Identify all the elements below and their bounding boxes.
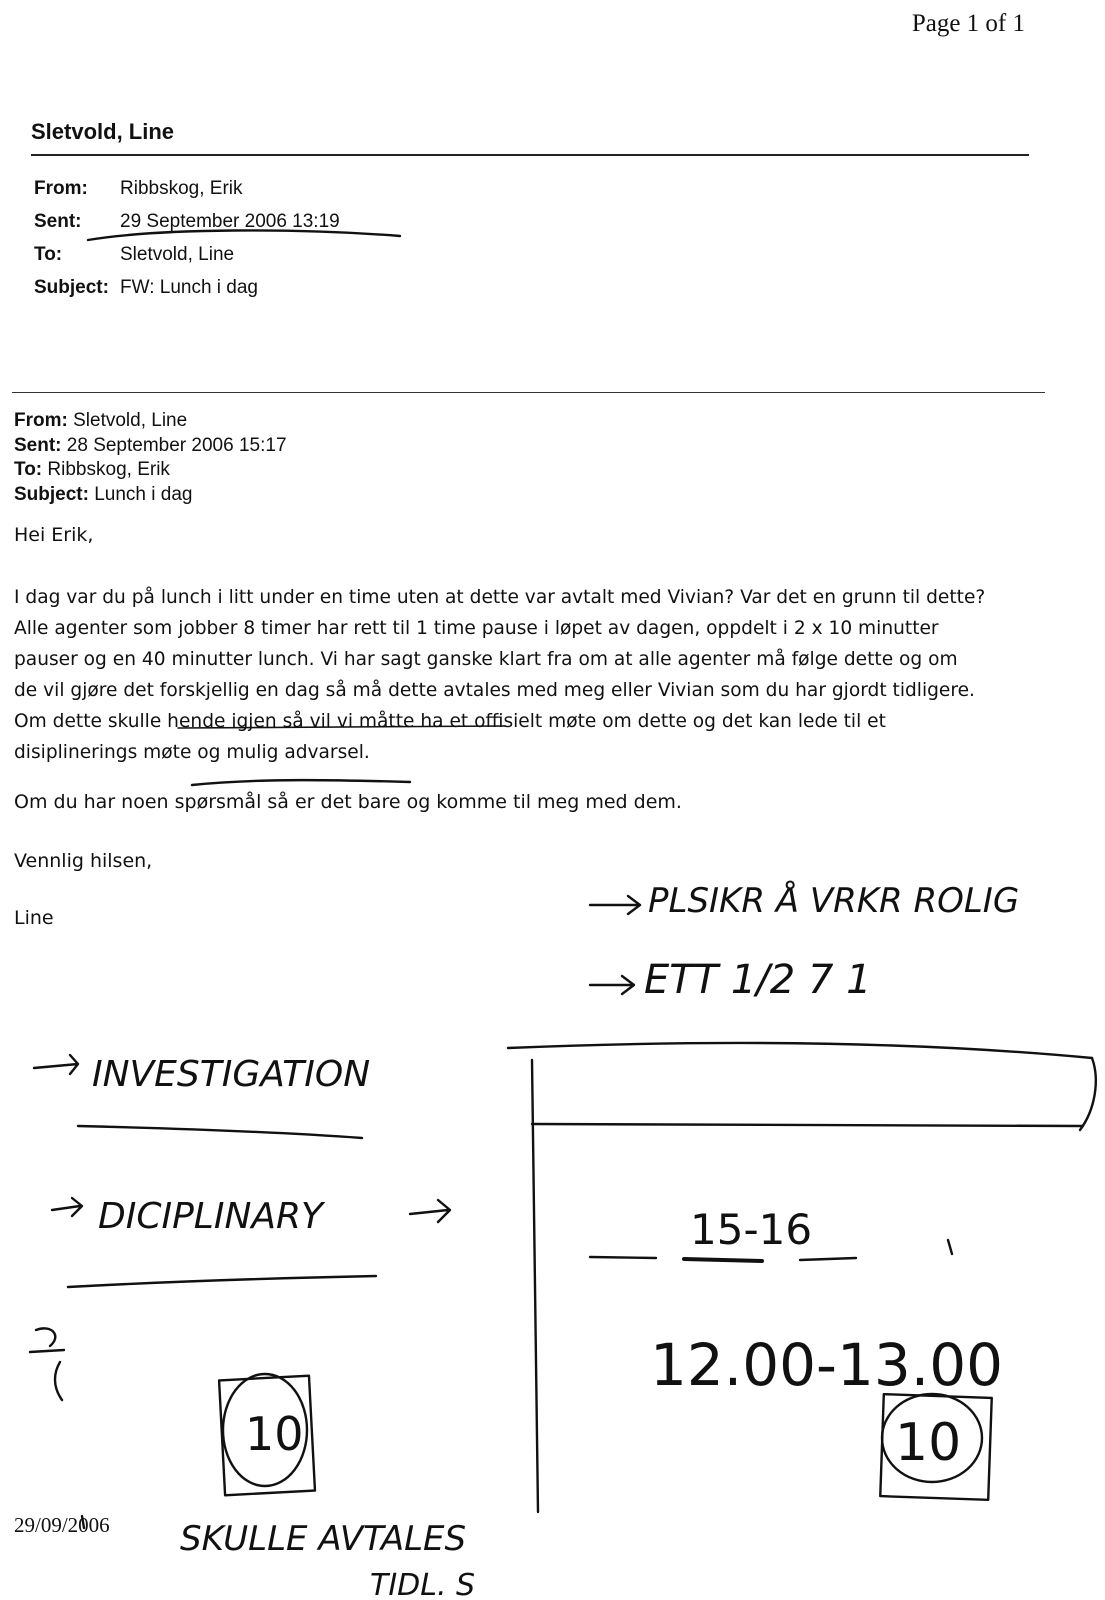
handwritten-time-range-1: 15-16 bbox=[690, 1205, 813, 1254]
paragraph-line: I dag var du på lunch i litt under en time uten at dette var avtalt med Vivian? Var det en grunn til dette? bbox=[14, 587, 986, 608]
note-underline bbox=[78, 1126, 362, 1138]
original-sent-label: Sent: bbox=[14, 434, 62, 456]
arrow-icon bbox=[34, 1055, 78, 1074]
small-tick bbox=[948, 1240, 952, 1254]
signature-line: Line bbox=[14, 907, 54, 929]
small-mark bbox=[30, 1328, 64, 1400]
original-from-label: From: bbox=[14, 410, 68, 431]
forward-sent-value: 29 September 2006 13:19 bbox=[120, 211, 340, 232]
forward-subject-label: Subject: bbox=[34, 277, 109, 298]
forward-subject-value: FW: Lunch i dag bbox=[120, 277, 259, 298]
original-to-value: Ribbskog, Erik bbox=[47, 459, 170, 480]
closing-line: Vennlig hilsen, bbox=[14, 850, 153, 872]
time-underline bbox=[684, 1259, 762, 1261]
handwritten-note-7: SKULLE AVTALES bbox=[180, 1519, 467, 1559]
handwritten-time-range-2: 12.00-13.00 bbox=[650, 1331, 1004, 1399]
original-subject-value: Lunch i dag bbox=[94, 483, 193, 505]
sent-date-underline bbox=[88, 230, 400, 240]
arrow-icon bbox=[590, 976, 634, 994]
badge-right-number: 10 bbox=[895, 1413, 962, 1473]
footer-date: 29/09/2006 bbox=[14, 1513, 110, 1537]
paragraph-line: Om dette skulle hende igjen så vil vi måtte ha et offisielt møte om dette og det kan lede til et bbox=[14, 711, 886, 732]
original-from-value: Sletvold, Line bbox=[73, 410, 188, 431]
advarsel-underline bbox=[192, 780, 410, 785]
original-to-label: To: bbox=[14, 459, 43, 480]
small-tick bbox=[82, 1516, 84, 1528]
forward-sent-label: Sent: bbox=[34, 211, 82, 232]
note-underline bbox=[68, 1276, 376, 1287]
paragraph-line: de vil gjøre det forskjellig en dag så må dette avtales med meg eller Vivian som du har gjordt tidligere. bbox=[14, 680, 975, 701]
dash-mark bbox=[800, 1258, 856, 1260]
arrow-icon bbox=[52, 1198, 82, 1216]
handwritten-note-1: PLSIKR Å VRKR ROLIG bbox=[648, 881, 1020, 921]
handwritten-note-3: INVESTIGATION bbox=[92, 1054, 371, 1095]
strikethrough-mark bbox=[178, 726, 505, 728]
mailbox-owner: Sletvold, Line bbox=[31, 119, 175, 144]
handwritten-note-4: DICIPLINARY bbox=[98, 1196, 324, 1237]
box-right-curve bbox=[1080, 1058, 1096, 1130]
handwritten-note-8: TIDL. S bbox=[370, 1568, 476, 1600]
paragraph-line: Alle agenter som jobber 8 timer har rett til 1 time pause i løpet av dagen, oppdelt i 2 x 10 minutter bbox=[14, 618, 939, 639]
paragraph-line: pauser og en 40 minutter lunch. Vi har sagt ganske klart fra om at alle agenter må følge dette og om bbox=[14, 649, 958, 670]
original-sent-value: 28 September 2006 15:17 bbox=[66, 434, 287, 456]
forward-to-label: To: bbox=[34, 244, 63, 265]
paragraph-line: disiplinerings møte og mulig advarsel. bbox=[14, 742, 370, 763]
dash-mark bbox=[590, 1257, 656, 1258]
page-number: Page 1 of 1 bbox=[911, 10, 1025, 37]
question-line: Om du har noen spørsmål så er det bare og komme til meg med dem. bbox=[14, 791, 682, 813]
original-subject-label: Subject: bbox=[14, 483, 89, 505]
forward-from-label: From: bbox=[34, 178, 88, 199]
greeting: Hei Erik, bbox=[14, 524, 94, 546]
box-top-line bbox=[508, 1043, 1092, 1058]
forward-to-value: Sletvold, Line bbox=[120, 244, 235, 265]
arrow-icon bbox=[410, 1200, 450, 1222]
arrow-icon bbox=[590, 896, 640, 914]
badge-left-number: 10 bbox=[245, 1407, 304, 1461]
box-middle-line bbox=[532, 1124, 1082, 1126]
handwritten-note-2: ETT 1/2 7 1 bbox=[644, 957, 872, 1003]
box-vertical-line bbox=[532, 1060, 538, 1512]
forward-from-value: Ribbskog, Erik bbox=[120, 178, 243, 199]
